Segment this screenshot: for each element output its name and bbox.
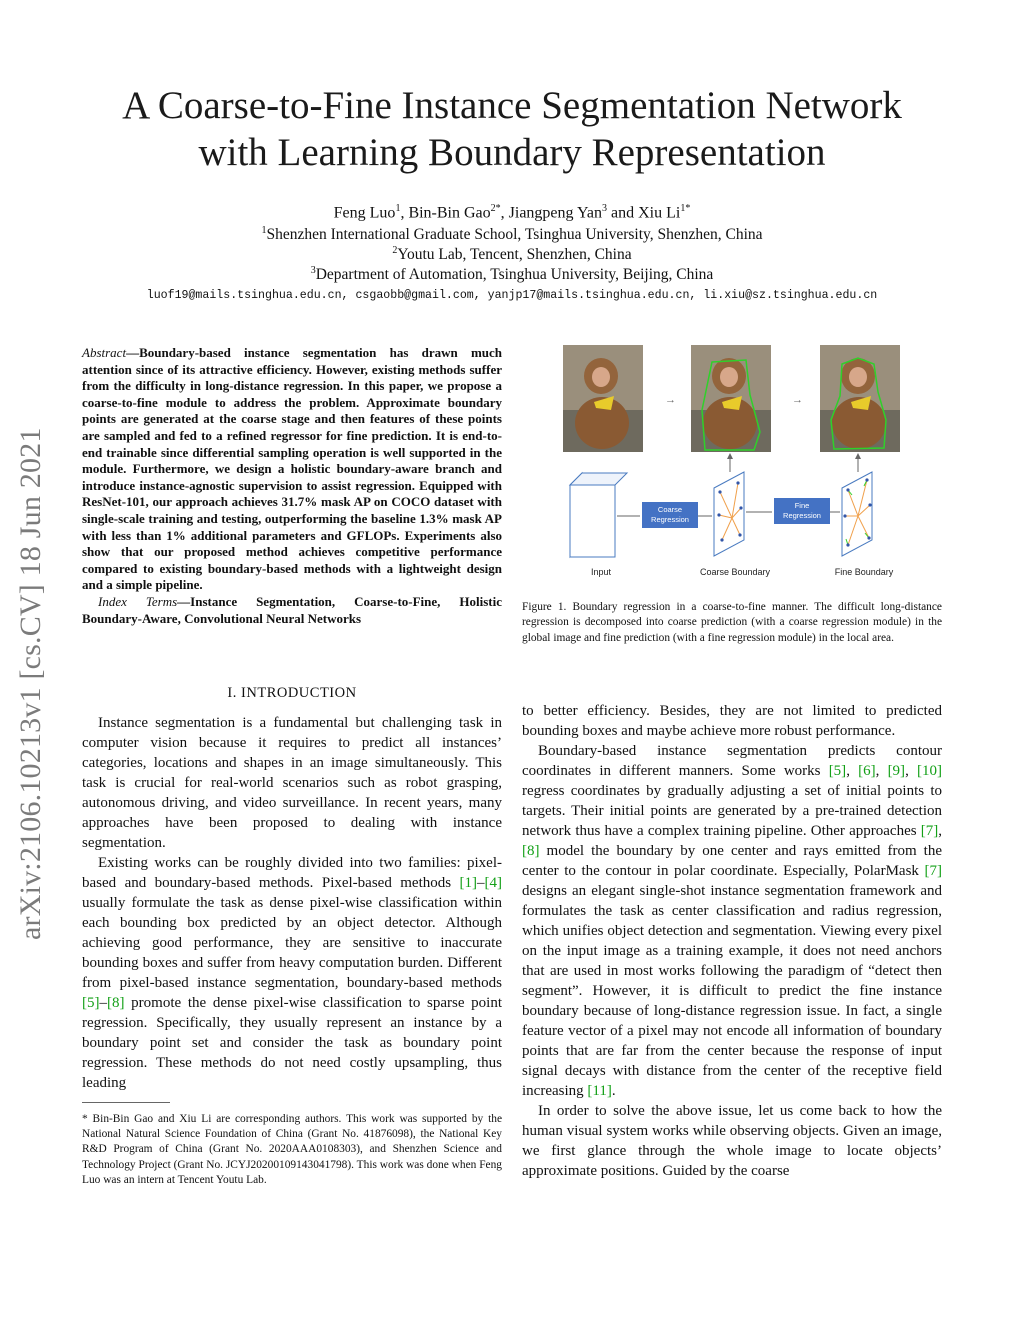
index-terms-label: Index Terms (98, 593, 178, 609)
coarse-boundary-panel (714, 472, 744, 556)
paper-title (0, 82, 1024, 176)
monkey-image-input (563, 345, 643, 452)
arxiv-side-stamp: arXiv:2106.10213v1 [cs.CV] 18 Jun 2021 (14, 427, 47, 940)
citation-link[interactable]: [11] (587, 1083, 612, 1099)
abstract (82, 345, 502, 627)
affiliation-text: Shenzhen International Graduate School, Tsinghua University, Shenzhen, China (266, 226, 763, 244)
coarse-regression-box (642, 502, 698, 528)
author-name: , Bin-Bin Gao (400, 204, 491, 222)
citation-link[interactable]: [7] (924, 863, 942, 879)
title-line-1: A Coarse-to-Fine Instance Segmentation Network (122, 84, 902, 127)
svg-text:Regression: Regression (651, 515, 689, 524)
footnote-rule (82, 1102, 170, 1103)
citation-link[interactable]: [6] (858, 763, 876, 779)
svg-text:Regression: Regression (783, 511, 821, 520)
affiliation-sup: 2 (392, 245, 398, 256)
affiliation-text: Youtu Lab, Tencent, Shenzhen, China (397, 246, 632, 264)
svg-text:→: → (665, 394, 676, 406)
paragraph: Boundary-based instance segmentation predicts contour coordinates in different manners. Some works [5], [6], [9], [10] regress coordinates by gradually adjusting a set of initial points to targets. Their initial points are generated by a pre-trained detection network thus have a complex training pipeline. Other approaches [7], [8] model the boundary by one center and rays emitted from the center to the contour in polar coordinate. Especially, PolarMask [7] designs an elegant single-shot instance segmentation framework and formulates the task as center classification and radius regression, which unifies object detection and segmentation. Viewing every pixel on the input image as a training example, it does not need anchors that are used in most works following the paradigm of “detect then segment”. However, it is difficult to predict the fine instance boundary because of long-distance regression issue. In fact, a single feature vector of a pixel may not encode all information of boundary points that are far from the center because the response of input signal decays with distance from the center of the receptive field increasing [11]. (522, 743, 942, 1099)
author-name: , Jiangpeng Yan (500, 204, 602, 222)
figure-caption: Figure 1. Boundary regression in a coarse-to-fine manner. The difficult long-distance regression is decomposed into coarse prediction (with a coarse regression module) in the global image and fine prediction (with a fine regression module) in the local area. (522, 601, 942, 644)
citation-link[interactable]: [10] (917, 763, 942, 779)
abstract-label: Abstract (82, 345, 127, 360)
figure-label-coarse: Coarse Boundary (699, 567, 771, 577)
fine-boundary-panel (842, 472, 872, 556)
left-column-body (82, 713, 502, 1093)
title-line-2: with Learning Boundary Representation (198, 131, 826, 174)
paragraph: In order to solve the above issue, let us come back to how the human visual system works while observing objects. Given an image, we first glance through the whole image to locate objects’ approximate positions. Guided by the coarse (522, 1103, 942, 1179)
paragraph: Instance segmentation is a fundamental but challenging task in computer vision because it requires to predict all instances’ categories, locations and shapes in an image simultaneously. This task is crucial for real-world scenarios such as robot grasping, autonomous driving, and video surveillance. In recent years, many approaches have been proposed to dealing with instance segmentation. (82, 715, 502, 851)
monkey-image-coarse (691, 345, 771, 452)
author-sup: 1 (395, 203, 401, 214)
affiliation-text: Department of Automation, Tsinghua University, Beijing, China (315, 266, 714, 284)
affiliation-sup: 1 (261, 225, 267, 236)
section-heading-introduction: I. INTRODUCTION (227, 685, 357, 701)
figure-1 (522, 340, 942, 585)
section-initial: I (241, 685, 247, 701)
figure-label-fine: Fine Boundary (834, 567, 894, 577)
author-emails: luof19@mails.tsinghua.edu.cn, csgaobb@gmail.com, yanjp17@mails.tsinghua.edu.cn, li.xiu@sz.tsinghua.edu.cn (146, 289, 878, 302)
paragraph: Existing works can be roughly divided into two families: pixel-based and boundary-based methods. Pixel-based methods [1]–[4] usually formulate the task as dense pixel-wise classification within each bounding box predicted by an object detector. Although achieving good performance, they are sensitive to inaccurate bounding boxes and suffer from heavy computation burden. Different from pixel-based instance segmentation, boundary-based methods [5]–[8] promote the dense pixel-wise classification to sparse point regression. Specifically, they usually represent an instance by a boundary point set and consider the task as boundary point regression. These methods do not need costly upsampling, thus leading (82, 855, 502, 1091)
paragraph: to better efficiency. Besides, they are not limited to predicted bounding boxes and maybe achieve more robust performance. (522, 703, 942, 739)
citation-link[interactable]: [4] (484, 875, 502, 891)
section-number: I (227, 685, 233, 701)
right-column-body (522, 701, 942, 1181)
author-sup: 1* (680, 203, 691, 214)
svg-text:Fine: Fine (794, 501, 810, 510)
figure-label-input: Input (590, 567, 612, 577)
citation-link[interactable]: [5] (828, 763, 847, 779)
affiliation-3 (0, 265, 1024, 284)
input-volume (570, 473, 627, 557)
citation-link[interactable]: [7] (920, 823, 939, 839)
affiliation-1 (0, 225, 1024, 244)
citation-link[interactable]: [8] (107, 995, 125, 1011)
affiliation-sup: 3 (310, 265, 316, 276)
citation-link[interactable]: [1] (459, 875, 477, 891)
svg-text:→: → (792, 394, 803, 406)
monkey-image-fine (820, 345, 900, 452)
author-name: Feng Luo (333, 204, 396, 222)
svg-text:Coarse: Coarse (657, 505, 683, 514)
section-title-rest: NTRODUCTION (246, 685, 357, 701)
author-list (0, 203, 1024, 222)
citation-link[interactable]: [8] (522, 843, 540, 859)
citation-link[interactable]: [9] (887, 763, 906, 779)
author-name: and Xiu Li (607, 204, 681, 222)
author-sup: 3 (602, 203, 607, 214)
citation-link[interactable]: [5] (82, 995, 100, 1011)
index-terms-text: —Instance Segmentation, Coarse-to-Fine, Holistic Boundary-Aware, Convolutional Neural Networks (82, 593, 502, 626)
footnote: * Bin-Bin Gao and Xiu Li are corresponding authors. This work was supported by the National Natural Science Foundation of China (Grant No. 41876098), the National Key R&D Program of China (Grant No. 2020AAA0108303), and Shenzhen Science and Technology Project (Grant No. JCYJ20200109143041798). This work was done when Feng Luo was an intern at Tencent Youtu Lab. (82, 1113, 502, 1186)
abstract-text: —Boundary-based instance segmentation has drawn much attention since of its attractive efficiency. However, existing methods suffer from the difficulty in long-distance regression. In this paper, we propose a coarse-to-fine module to address the problem. Approximate boundary points are generated at the coarse stage and then features of these points are sampled and fed to a refined regressor for fine prediction. It is end-to-end trainable since differential sampling operation is well supported in the module. Furthermore, we design a holistic boundary-aware branch and introduce instance-agnostic supervision to assist regression. Equipped with ResNet-101, our approach achieves 31.7% mask AP on COCO dataset with single-scale training and testing, outperforming the baseline 1.3% mask AP with less than 1% additional parameters and GFLOPs. Experiments also show that our proposed method achieves competitive performance compared to existing boundary-based methods with a lightweight design and a simple pipeline. (82, 345, 502, 593)
author-sup: 2* (490, 203, 501, 214)
affiliation-2 (0, 245, 1024, 264)
fine-regression-box (774, 498, 830, 524)
